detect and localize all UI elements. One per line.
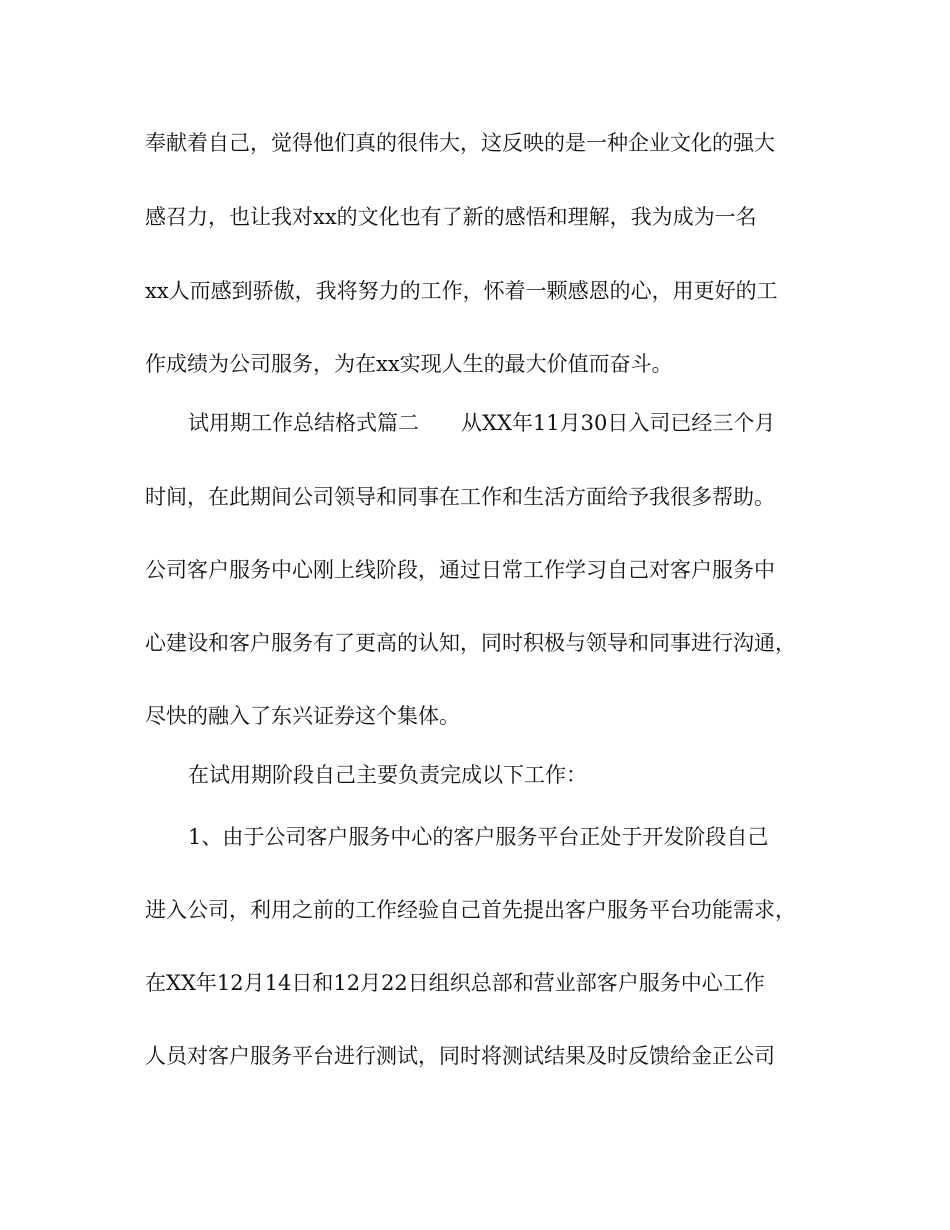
- section-heading-line: 试用期工作总结格式篇二 从XX年11月30日入司已经三个月: [188, 411, 776, 435]
- text-line: 作成绩为公司服务，为在xx实现人生的最大价值而奋斗。: [145, 352, 673, 376]
- text-line: 感召力，也让我对xx的文化也有了新的感悟和理解，我为成为一名: [145, 205, 757, 229]
- text-line: 进入公司，利用之前的工作经验自己首先提出客户服务平台功能需求，: [145, 898, 796, 922]
- text-line: 在XX年12月14日和12月22日组织总部和营业部客户服务中心工作: [145, 971, 765, 995]
- text-line: 尽快的融入了东兴证券这个集体。: [145, 704, 460, 728]
- list-item-line: 1、由于公司客户服务中心的客户服务平台正处于开发阶段自己: [188, 825, 769, 849]
- text-line: 奉献着自己，觉得他们真的很伟大，这反映的是一种企业文化的强大: [145, 131, 775, 155]
- text-line: xx人而感到骄傲，我将努力的工作，怀着一颗感恩的心，用更好的工: [145, 279, 778, 303]
- text-line: 在试用期阶段自己主要负责完成以下工作：: [188, 763, 587, 787]
- text-line: 公司客户服务中心刚上线阶段，通过日常工作学习自己对客户服务中: [145, 558, 775, 582]
- text-line: 心建设和客户服务有了更高的认知，同时积极与领导和同事进行沟通，: [145, 631, 796, 655]
- text-line: 人员对客户服务平台进行测试，同时将测试结果及时反馈给金正公司: [145, 1044, 775, 1068]
- text-line: 时间，在此期间公司领导和同事在工作和生活方面给予我很多帮助。: [145, 485, 775, 509]
